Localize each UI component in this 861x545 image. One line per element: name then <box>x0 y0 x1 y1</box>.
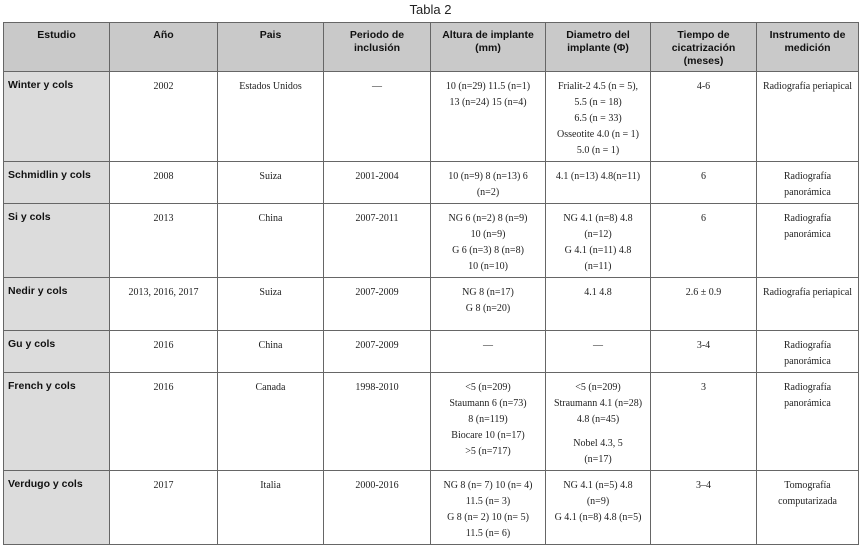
cell-line: 4.1 4.8 <box>584 287 612 298</box>
cell-line: Italia <box>260 480 281 491</box>
cell-line: Biocare 10 (n=17) <box>451 430 525 441</box>
time-cell <box>651 373 757 471</box>
diameter-cell <box>546 204 651 278</box>
cell-line: <5 (n=209) <box>575 382 621 393</box>
instrument-cell <box>757 278 859 331</box>
cell-line: G 4.1 (n=8) 4.8 (n=5) <box>554 512 642 523</box>
cell-line: 2000-2016 <box>355 480 399 491</box>
cell-line: 3–4 <box>696 480 711 491</box>
time-cell <box>651 72 757 162</box>
cell-line: 10 (n=29) 11.5 (n=1) <box>445 81 531 92</box>
cell-line: >5 (n=717) <box>465 446 511 457</box>
cell-line: 11.5 (n= 3) <box>465 496 511 507</box>
cell-line: — <box>593 340 603 351</box>
cell-line: 3 <box>701 382 706 393</box>
period-cell <box>324 471 431 545</box>
header-line: Pais <box>259 29 282 41</box>
instrument-cell <box>757 204 859 278</box>
cell-line: 2017 <box>153 480 174 491</box>
header-line: inclusión <box>353 42 401 54</box>
study-cell: Si y cols <box>4 204 110 278</box>
cell-line: 6 <box>701 171 706 182</box>
cell-line: 2001-2004 <box>355 171 399 182</box>
header-line: Año <box>153 29 174 41</box>
cell-line: Estados Unidos <box>239 81 302 92</box>
cell-line: China <box>258 213 283 224</box>
cell-line: 2007-2009 <box>355 287 399 298</box>
cell-line: 2007-2011 <box>355 213 399 224</box>
table-body <box>4 72 859 545</box>
cell-line: 8 (n=119) <box>468 414 508 425</box>
period-cell <box>324 204 431 278</box>
table-caption: Tabla 2 <box>409 2 452 17</box>
instrument-cell <box>757 471 859 545</box>
header-estudio <box>4 23 110 72</box>
cell-line: Canada <box>255 382 286 393</box>
country-cell <box>218 278 324 331</box>
time-cell <box>651 331 757 373</box>
cell-line: 2013 <box>153 213 174 224</box>
header-line: Instrumento de <box>769 29 846 41</box>
cell-line: China <box>258 340 283 351</box>
cell-line: 4.1 (n=13) 4.8(n=11) <box>555 171 641 182</box>
height-cell <box>431 162 546 204</box>
cell-line: Radiografía periapical <box>762 81 853 92</box>
year-cell <box>110 471 218 545</box>
year-cell <box>110 162 218 204</box>
cell-line: G 8 (n= 2) 10 (n= 5) <box>447 512 529 523</box>
header-row <box>4 23 859 72</box>
instrument-cell <box>757 162 859 204</box>
instrument-cell <box>757 72 859 162</box>
cell-line: 2016 <box>153 382 174 393</box>
cell-line: (n=12) <box>584 229 612 240</box>
cell-line: Radiografía <box>783 171 832 182</box>
country-cell <box>218 162 324 204</box>
cell-line: Straumann 4.1 (n=28) <box>553 398 643 409</box>
cell-line: 2008 <box>153 171 174 182</box>
cell-line: 5.5 (n = 18) <box>574 97 622 108</box>
header-periodo <box>324 23 431 72</box>
year-cell <box>110 331 218 373</box>
instrument-cell <box>757 331 859 373</box>
year-cell <box>110 72 218 162</box>
instrument-cell <box>757 373 859 471</box>
diameter-cell <box>546 331 651 373</box>
header-line: Tiempo de <box>677 29 730 41</box>
cell-line: 2016 <box>153 340 174 351</box>
cell-line: 10 (n=10) <box>468 261 508 272</box>
time-cell <box>651 278 757 331</box>
cell-line: 11.5 (n= 6) <box>465 528 511 539</box>
header-line: implante (Φ) <box>567 42 629 54</box>
study-cell: Verdugo y cols <box>4 471 110 545</box>
cell-line: Radiografía <box>783 382 832 393</box>
cell-line: Suiza <box>259 287 282 298</box>
time-cell <box>651 162 757 204</box>
diameter-cell <box>546 162 651 204</box>
height-cell <box>431 204 546 278</box>
cell-line: 2007-2009 <box>355 340 399 351</box>
cell-line: 1998-2010 <box>355 382 399 393</box>
cell-line: 5.0 (n = 1) <box>576 145 620 156</box>
country-cell <box>218 72 324 162</box>
table-row <box>4 331 859 373</box>
cell-line: Suiza <box>259 171 282 182</box>
cell-line: 10 (n=9) <box>470 229 506 240</box>
height-cell <box>431 72 546 162</box>
study-cell: Gu y cols <box>4 331 110 373</box>
cell-line: G 6 (n=3) 8 (n=8) <box>452 245 524 256</box>
cell-line: 10 (n=9) 8 (n=13) 6 <box>448 171 528 182</box>
header-tiempo <box>651 23 757 72</box>
cell-line: Radiografía <box>783 340 832 351</box>
cell-line: Radiografía periapical <box>762 287 853 298</box>
diameter-cell <box>546 72 651 162</box>
table-row <box>4 204 859 278</box>
header-line: medición <box>784 42 831 54</box>
cell-line: (n=2) <box>476 187 500 198</box>
cell-line: (n=9) <box>586 496 610 507</box>
table-row <box>4 162 859 204</box>
table-row <box>4 471 859 545</box>
period-cell <box>324 331 431 373</box>
country-cell <box>218 331 324 373</box>
cell-line: 4.8 (n=45) <box>576 414 620 425</box>
height-cell <box>431 278 546 331</box>
cell-line: panorámica <box>784 398 831 409</box>
cell-line: panorámica <box>784 229 831 240</box>
cell-line: G 8 (n=20) <box>465 303 511 314</box>
header-diametro <box>546 23 651 72</box>
period-cell <box>324 278 431 331</box>
time-cell <box>651 471 757 545</box>
cell-line: Osseotite 4.0 (n = 1) <box>556 129 640 140</box>
header-line: Periodo de <box>349 29 405 41</box>
height-cell <box>431 331 546 373</box>
table-row <box>4 373 859 471</box>
cell-line: 2.6 ± 0.9 <box>685 287 722 298</box>
cell-line: NG 8 (n= 7) 10 (n= 4) <box>443 480 533 491</box>
cell-line: Frialit-2 4.5 (n = 5), <box>557 81 639 92</box>
data-table <box>3 22 859 545</box>
diameter-cell <box>546 278 651 331</box>
header-line: (mm) <box>475 42 501 54</box>
cell-line: 6.5 (n = 33) <box>574 113 622 124</box>
header-line: Altura de implante <box>442 29 534 41</box>
cell-line: (n=17) <box>584 454 612 465</box>
study-cell: Nedir y cols <box>4 278 110 331</box>
height-cell <box>431 373 546 471</box>
country-cell <box>218 471 324 545</box>
header-line: Estudio <box>37 29 76 41</box>
cell-line: (n=11) <box>584 261 612 272</box>
cell-line: NG 6 (n=2) 8 (n=9) <box>448 213 528 224</box>
year-cell <box>110 278 218 331</box>
cell-line: 3-4 <box>696 340 711 351</box>
period-cell <box>324 373 431 471</box>
cell-line: Tomografía <box>784 480 831 491</box>
cell-line: 6 <box>701 213 706 224</box>
cell-line: — <box>483 340 493 351</box>
cell-line: NG 8 (n=17) <box>462 287 514 298</box>
country-cell <box>218 204 324 278</box>
header-altura <box>431 23 546 72</box>
diameter-cell <box>546 471 651 545</box>
period-cell <box>324 72 431 162</box>
cell-line: G 4.1 (n=11) 4.8 <box>564 245 632 256</box>
header-line: Diametro del <box>566 29 630 41</box>
header-line: (meses) <box>683 55 724 67</box>
header-line: cicatrización <box>671 42 736 54</box>
study-cell: Winter y cols <box>4 72 110 162</box>
period-cell <box>324 162 431 204</box>
country-cell <box>218 373 324 471</box>
cell-line: 13 (n=24) 15 (n=4) <box>449 97 527 108</box>
cell-line <box>549 428 647 436</box>
cell-line: 2002 <box>153 81 174 92</box>
cell-line: NG 4.1 (n=5) 4.8 <box>563 480 633 491</box>
header-pais <box>218 23 324 72</box>
cell-line: computarizada <box>778 496 837 507</box>
study-cell: Schmidlin y cols <box>4 162 110 204</box>
cell-line: — <box>372 81 382 92</box>
cell-line: NG 4.1 (n=8) 4.8 <box>563 213 633 224</box>
cell-line: panorámica <box>784 187 831 198</box>
header-instrumento <box>757 23 859 72</box>
study-cell: French y cols <box>4 373 110 471</box>
cell-line: Nobel 4.3, 5 <box>573 438 623 449</box>
cell-line: Staumann 6 (n=73) <box>449 398 527 409</box>
cell-line: 4-6 <box>696 81 711 92</box>
diameter-cell <box>546 373 651 471</box>
cell-line: 2013, 2016, 2017 <box>128 287 199 298</box>
table-row <box>4 72 859 162</box>
time-cell <box>651 204 757 278</box>
cell-line: panorámica <box>784 356 831 367</box>
year-cell <box>110 204 218 278</box>
table-row <box>4 278 859 331</box>
header-ano <box>110 23 218 72</box>
cell-line: Radiografía <box>783 213 832 224</box>
height-cell <box>431 471 546 545</box>
year-cell <box>110 373 218 471</box>
cell-line: <5 (n=209) <box>465 382 511 393</box>
